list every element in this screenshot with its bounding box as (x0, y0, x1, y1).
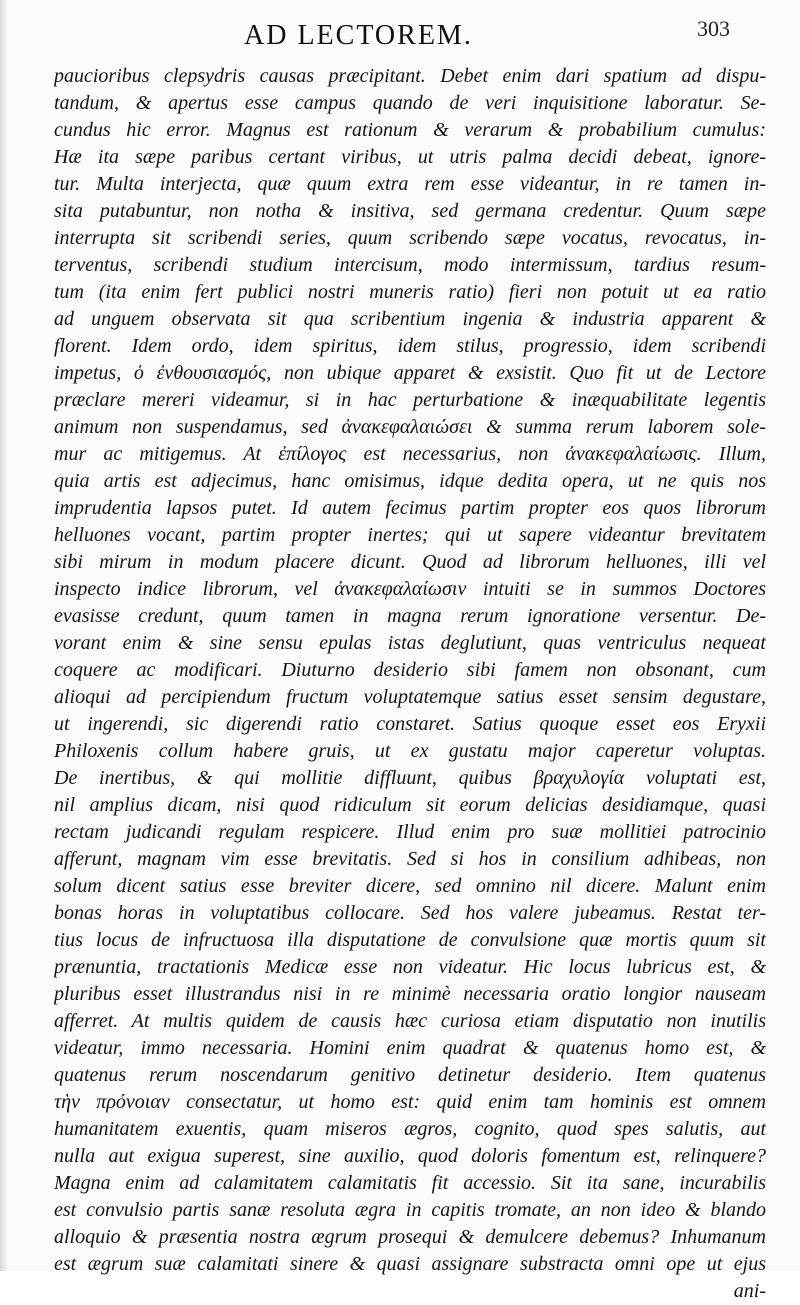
text-line: animum non suspendamus, sed ἀνακεφαλαιώσει & summa rerum laborem sole- (54, 416, 766, 438)
text-line: præclare mereri videamur, si in hac perturbatione & inæquabilitate legentis (54, 389, 766, 411)
running-head: AD LECTOREM. (244, 20, 473, 51)
text-line: rectam judicandi regulam respicere. Illud enim pro suæ mollitiei patrocinio (54, 821, 766, 843)
text-line: quatenus rerum noscendarum genitivo detinetur desiderio. Item quatenus (54, 1064, 766, 1086)
text-line: sibi mirum in modum placere dicunt. Quod ad librorum helluones, illi vel (54, 551, 766, 573)
text-line: sita putabuntur, non notha & insitiva, sed germana credentur. Quum sæpe (54, 200, 766, 222)
text-line: interrupta sit scribendi series, quum scribendo sæpe vocatus, revocatus, in- (54, 227, 766, 249)
text-line: imprudentia lapsos putet. Id autem fecimus partim propter eos quos librorum (54, 497, 766, 519)
page-number: 303 (697, 16, 730, 41)
text-line: mur ac mitigemus. At ἐπίλογος est necessarius, non ἀνακεφαλαίωσις. Illum, (54, 443, 766, 465)
text-line: ad unguem observata sit qua scribentium ingenia & industria apparent & (54, 308, 766, 330)
body-text (54, 63, 766, 1305)
text-line: De inertibus, & qui mollitie diffluunt, quibus βραχυλογία voluptati est, (54, 767, 766, 789)
text-line: evasisse credunt, quum tamen in magna rerum ignoratione versentur. De- (54, 605, 766, 627)
text-line: ani- (733, 1280, 766, 1302)
text-line: pluribus esset illustrandus nisi in re minimè necessaria oratio longior nauseam (54, 983, 766, 1005)
text-line: bonas horas in voluptatibus collocare. Sed hos valere jubeamus. Restat ter- (54, 902, 766, 924)
text-line: Hæ ita sæpe paribus certant viribus, ut utris palma decidi debeat, ignore- (54, 146, 766, 168)
text-line: impetus, ὁ ἐνθουσιασμός, non ubique apparet & exsistit. Quo fit ut de Lectore (54, 362, 766, 384)
page-gutter-shadow (0, 0, 8, 1271)
text-line: tur. Multa interjecta, quæ quum extra rem esse videantur, in re tamen in- (54, 173, 766, 195)
text-line: tandum, & apertus esse campus quando de veri inquisitione laboratur. Se- (54, 92, 766, 114)
text-line: helluones vocant, partim propter inertes; qui ut sapere videantur brevitatem (54, 524, 766, 546)
text-line: prænuntia, tractationis Medicæ esse non videatur. Hic locus lubricus est, & (54, 956, 766, 978)
text-line: paucioribus clepsydris causas præcipitant. Debet enim dari spatium ad dispu- (54, 65, 766, 87)
text-line: videatur, immo necessaria. Homini enim quadrat & quatenus homo est, & (54, 1037, 766, 1059)
text-line: vorant enim & sine sensu epulas istas deglutiunt, quas ventriculus nequeat (54, 632, 766, 654)
text-line: tum (ita enim fert publici nostri muneris ratio) fieri non potuit ut ea ratio (54, 281, 766, 303)
text-line: humanitatem exuentis, quam miseros ægros, cognito, quod spes salutis, aut (54, 1118, 766, 1140)
text-line: alioqui ad percipiendum fructum voluptatemque satius esset sensim degustare, (54, 686, 766, 708)
text-line: afferret. At multis quidem de causis hæc curiosa etiam disputatio non inutilis (54, 1010, 766, 1032)
text-line: tius locus de infructuosa illa disputatione de convulsione quæ mortis quum sit (54, 929, 766, 951)
text-line: coquere ac modificari. Diuturno desiderio sibi famem non obsonant, cum (54, 659, 766, 681)
text-line: Magna enim ad calamitatem calamitatis fit accessio. Sit ita sane, incurabilis (54, 1172, 766, 1194)
text-line: τὴν πρόνοιαν consectatur, ut homo est: quid enim tam hominis est omnem (54, 1091, 766, 1113)
text-line: ut ingerendi, sic digerendi ratio constaret. Satius quoque esset eos Eryxii (54, 713, 766, 735)
text-line: alloquio & præsentia nostra ægrum prosequi & demulcere debemus? Inhumanum (54, 1226, 766, 1248)
text-line: nulla aut exigua superest, sine auxilio, quod doloris fomentum est, relinquere? (54, 1145, 766, 1167)
text-line: afferunt, magnam vim esse brevitatis. Sed si hos in consilium adhibeas, non (54, 848, 766, 870)
text-line: inspecto indice librorum, vel ἀνακεφαλαίωσιν intuiti se in summos Doctores (54, 578, 766, 600)
text-line: est convulsio partis sanæ resoluta ægra in capitis tromate, an non ideo & blando (54, 1199, 766, 1221)
page-header (0, 14, 800, 54)
text-line: terventus, scribendi studium intercisum, modo intermissum, tardius resum- (54, 254, 766, 276)
text-line: florent. Idem ordo, idem spiritus, idem stilus, progressio, idem scribendi (54, 335, 766, 357)
text-line: Philoxenis collum habere gruis, ut ex gustatu major caperetur voluptas. (54, 740, 766, 762)
text-line: est ægrum suæ calamitati sinere & quasi assignare substracta omni ope ut ejus (54, 1253, 766, 1275)
text-line: solum dicent satius esse breviter dicere, sed omnino nil dicere. Malunt enim (54, 875, 766, 897)
text-line: cundus hic error. Magnus est rationum & verarum & probabilium cumulus: (54, 119, 766, 141)
text-line: quia artis est adjecimus, hanc omisimus, idque dedita opera, ut ne quis nos (54, 470, 766, 492)
text-line: nil amplius dicam, nisi quod ridiculum sit eorum delicias desidiamque, quasi (54, 794, 766, 816)
